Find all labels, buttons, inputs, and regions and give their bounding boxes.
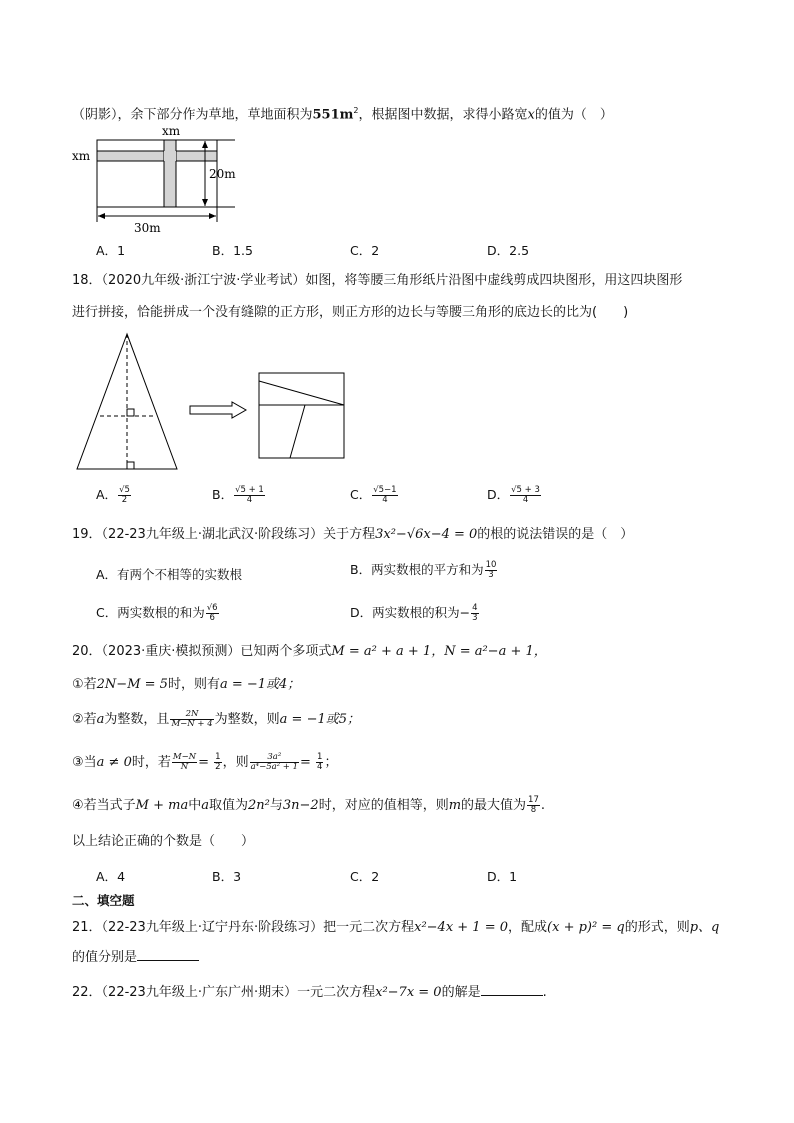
q20-stem: 20．（2023·重庆·模拟预测）已知两个多项式M = a² + a + 1，N = a²−a + 1， xyxy=(72,644,547,659)
fig-bottom-label: 30m xyxy=(134,221,161,235)
q18-stem-line2: 进行拼接，恰能拼成一个没有缝隙的正方形，则正方形的边长与等腰三角形的底边长的比为( ) xyxy=(72,305,629,320)
fig-top-label: xm xyxy=(162,124,181,138)
q20-statement-2: ②若a为整数，且 $\frac{2N}{M-N + 4}$ 为整数，则a = −1或5； xyxy=(72,709,360,729)
q18-stem-line1: 18．（2020九年级·浙江宁波·学业考试）如图，将等腰三角形纸片沿图中虚线剪成四块图形，用这四块图形 xyxy=(72,273,683,288)
q17-option-b[interactable]: B．1.5 xyxy=(212,243,253,258)
q20-option-c[interactable]: C．2 xyxy=(350,869,380,884)
q17-stem: （阴影），余下部分作为草地，草地面积为$551m^2$，根据图中数据，求得小路宽x的值为（ ） xyxy=(72,106,613,123)
q20-option-b[interactable]: B．3 xyxy=(212,869,242,884)
q20-statement-3: ③当a ≠ 0时，若 $\frac{M-N}{N}$ = $\frac{1}{2}$ ，则 $\frac{\text{3a²}}{\text{a⁴−5a² + 1}}$ = $\frac{1}{4}$ ； xyxy=(72,752,338,772)
q17-option-a[interactable]: A．1 xyxy=(96,243,126,258)
fig-right-label: 20m xyxy=(209,167,236,181)
q19-stem: 19．（22-23九年级上·湖北武汉·阶段练习）关于方程3x²−√6x−4 = 0的根的说法错误的是（ ） xyxy=(72,527,634,542)
section-title-fill-in: 二、填空题 xyxy=(72,893,135,908)
q20-statement-1: ①若2N−M = 5时，则有a = −1或4； xyxy=(72,677,301,692)
q20-option-a[interactable]: A．4 xyxy=(96,869,126,884)
q20-statement-4: ④若当式子M + ma中a取值为2n²与3n−2时，对应的值相等，则m的最大值为 $\frac{17}{8}$ . xyxy=(72,795,546,815)
q18-figure xyxy=(70,330,360,475)
q18-option-a[interactable]: A． $\frac{√5}{2}$ xyxy=(96,485,130,505)
fig-left-label: xm xyxy=(72,149,91,163)
q18-option-b[interactable]: B． $\frac{√5 + 1}{4}$ xyxy=(212,485,264,505)
q21-stem-line2: 的值分别是 xyxy=(72,948,199,967)
q19-option-b[interactable]: B．两实数根的平方和为 $\frac{10}{3}$ xyxy=(350,560,497,580)
q22-answer-blank[interactable] xyxy=(481,983,543,996)
q22-stem: 22．（22-23九年级上·广东广州·期末）一元二次方程x²−7x = 0的解是 . xyxy=(72,985,547,1000)
q19-option-d[interactable]: D．两实数根的积为− $\frac{4}{3}$ xyxy=(350,603,478,623)
q17-option-c[interactable]: C．2 xyxy=(350,243,380,258)
q21-stem-line1: 21．（22-23九年级上·辽宁丹东·阶段练习）把一元二次方程x²−4x + 1 = 0，配成(x + p)² = q的形式，则p、q xyxy=(72,920,720,935)
q19-option-c[interactable]: C．两实数根的和为 $\frac{√6}{6}$ xyxy=(96,603,218,623)
q19-option-a[interactable]: A．有两个不相等的实数根 xyxy=(96,567,243,582)
q20-conclusion: 以上结论正确的个数是（ ） xyxy=(72,834,255,849)
q21-answer-blank[interactable] xyxy=(137,948,199,961)
q18-option-c[interactable]: C． $\frac{√5-1}{4}$ xyxy=(350,485,397,505)
q17-option-d[interactable]: D．2.5 xyxy=(487,243,530,258)
q17-figure xyxy=(72,120,252,235)
q20-option-d[interactable]: D．1 xyxy=(487,869,518,884)
q18-option-d[interactable]: D． $\frac{√5 + 3}{4}$ xyxy=(487,485,540,505)
